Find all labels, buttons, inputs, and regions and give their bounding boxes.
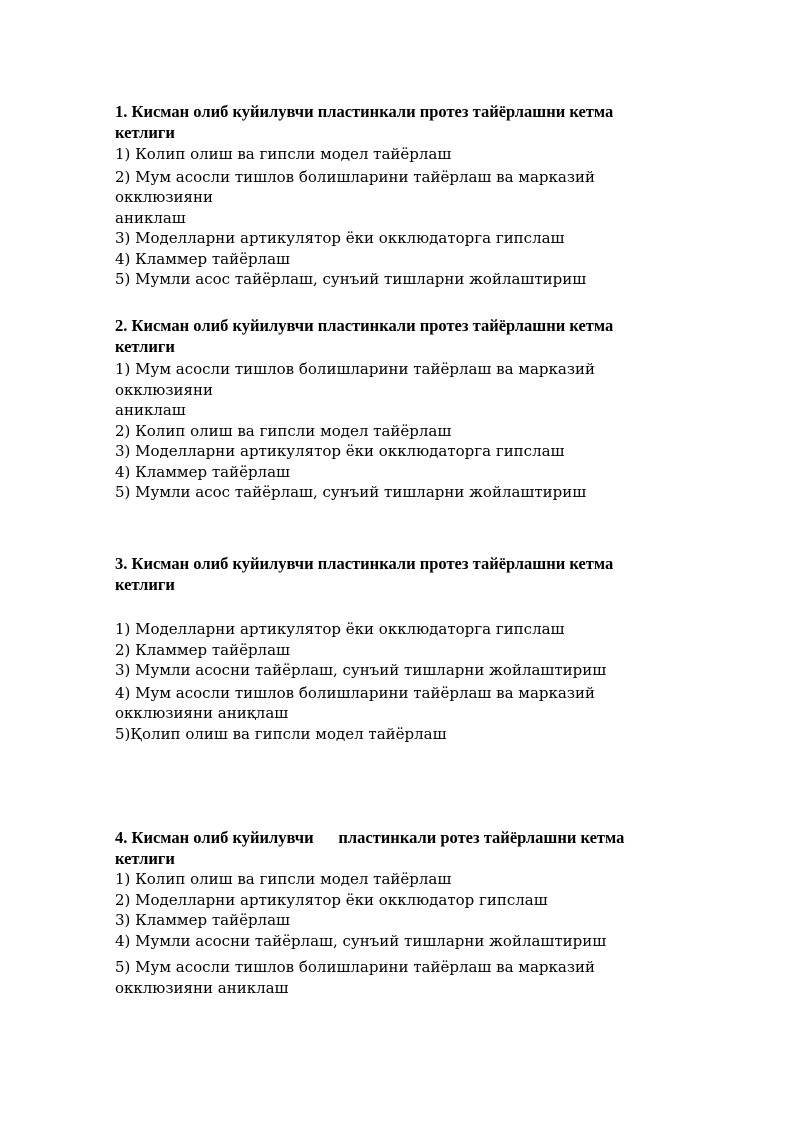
question-4-item-5-cont: окклюзияни аниклаш [115, 978, 289, 997]
question-3-item-1: 1) Моделларни артикулятор ёки окклюдаторга гипслаш [115, 620, 565, 638]
question-2-item-1-cont-b: аниклаш [115, 401, 186, 419]
question-3-title-line-2: кетлиги [115, 575, 175, 594]
question-3-item-4: 4) Мум асосли тишлов болишларини тайёрлаш ва марказий [115, 683, 595, 702]
question-1-item-2-cont-b: аниклаш [115, 208, 186, 227]
question-1-item-4: 4) Кламмер тайёрлаш [115, 249, 290, 268]
question-4-title-line-1: 4. Кисман олиб куйилувчи пластинкали ротез тайёрлашни кетма [115, 828, 625, 847]
question-1-item-1: 1) Колип олиш ва гипсли модел тайёрлаш [115, 145, 452, 163]
question-3-title [115, 553, 715, 595]
question-2-item-4: 4) Кламмер тайёрлаш [115, 462, 290, 481]
question-2-item-5: 5) Мумли асос тайёрлаш, сунъий тишларни жойлаштириш [115, 483, 587, 501]
question-2-title-line-1: 2. Кисман олиб куйилувчи пластинкали протез тайёрлашни кетма [115, 316, 614, 335]
question-1-item-2-cont-a: окклюзияни [115, 188, 214, 206]
question-1-title-line-1: 1. Кисман олиб куйилувчи пластинкали протез тайёрлашни кетма [115, 102, 614, 121]
question-4-item-4: 4) Мумли асосни тайёрлаш, сунъий тишларни жойлаштириш [115, 931, 607, 950]
question-2 [115, 315, 715, 503]
question-2-item-1-cont-a: окклюзияни [115, 380, 214, 399]
question-4-title [115, 827, 715, 869]
question-4-item-3: 3) Кламмер тайёрлаш [115, 911, 290, 929]
question-4-item-1: 1) Колип олиш ва гипсли модел тайёрлаш [115, 870, 452, 888]
question-1-title-line-2: кетлиги [115, 123, 175, 142]
question-2-title [115, 315, 715, 357]
question-4-item-2: 2) Моделларни артикулятор ёки окклюдатор гипслаш [115, 890, 548, 909]
question-4-item-5: 5) Мум асосли тишлов болишларини тайёрлаш ва марказий [115, 958, 595, 976]
question-3-item-5: 5)Қолип олиш ва гипсли модел тайёрлаш [115, 724, 447, 743]
question-3-item-2: 2) Кламмер тайёрлаш [115, 640, 290, 659]
question-1-item-3: 3) Моделларни артикулятор ёки окклюдаторга гипслаш [115, 229, 565, 247]
question-2-item-2: 2) Колип олиш ва гипсли модел тайёрлаш [115, 421, 452, 440]
question-3-item-4-cont: окклюзияни аниқлаш [115, 704, 289, 722]
question-3-item-3: 3) Мумли асосни тайёрлаш, сунъий тишларни жойлаштириш [115, 661, 607, 679]
question-1-title [115, 101, 715, 143]
question-4 [115, 827, 715, 998]
question-2-item-3: 3) Моделларни артикулятор ёки окклюдаторга гипслаш [115, 442, 565, 460]
question-1-item-2: 2) Мум асосли тишлов болишларини тайёрлаш ва марказий [115, 167, 595, 186]
question-1-item-5: 5) Мумли асос тайёрлаш, сунъий тишларни жойлаштириш [115, 270, 587, 288]
question-2-item-1: 1) Мум асосли тишлов болишларини тайёрлаш ва марказий [115, 360, 595, 378]
question-1 [115, 101, 715, 290]
question-3-title-line-1: 3. Кисман олиб куйилувчи пластинкали протез тайёрлашни кетма [115, 554, 614, 573]
question-2-title-line-2: кетлиги [115, 337, 175, 356]
question-3 [115, 553, 715, 744]
question-4-title-line-2: кетлиги [115, 849, 175, 868]
